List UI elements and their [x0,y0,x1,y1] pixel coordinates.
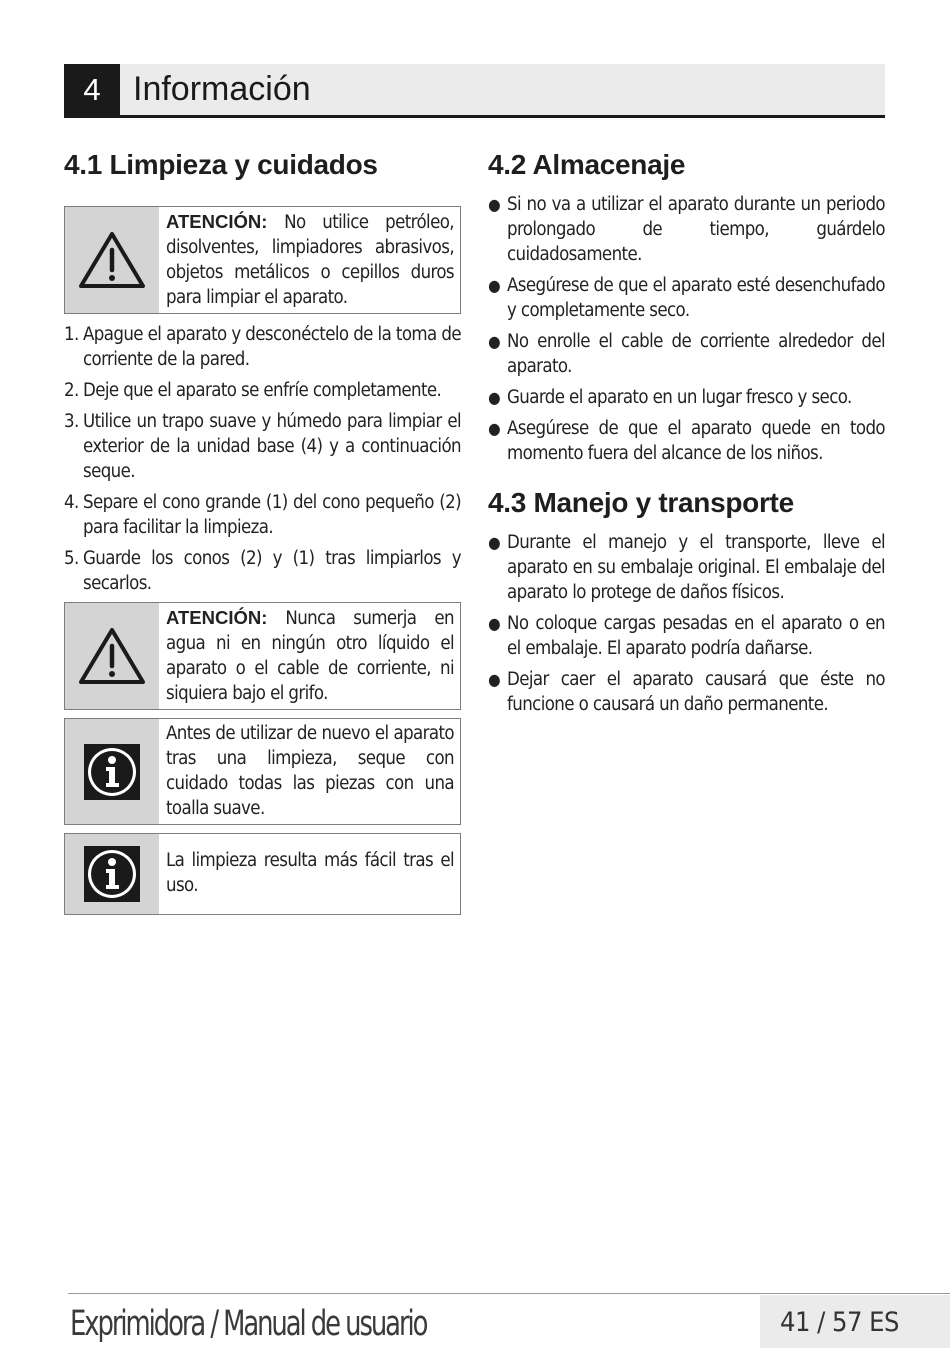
list-item [64,546,461,596]
bullet: ● [488,388,500,407]
cleaning-steps [64,322,461,596]
list-item-text: No enrolle el cable de corriente alrededor del aparato. [507,331,885,377]
step-number: 1. [64,324,79,345]
list-item-text: Durante el manejo y el transporte, lleve el aparato en su embalaje original. El embalaje del aparato lo protege de daños físicos. [507,532,885,603]
left-column [64,146,461,915]
step-text: Utilice un trapo suave y húmedo para limpiar el exterior de la unidad base (4) y a continuación seque. [83,411,461,482]
warning-message: No utilice petróleo, disolventes, limpiadores abrasivos, objetos metálicos o cepillos duros para limpiar el aparato. [166,212,454,308]
info-text-1: Antes de utilizar de nuevo el aparato tras una limpieza, seque con cuidado todas las piezas con una toalla suave. [166,723,454,819]
bullet: ● [488,614,500,633]
list-item-text: Asegúrese de que el aparato esté desenchufado y completamente seco. [507,275,885,321]
bullet: ● [488,533,500,552]
list-item [488,667,885,717]
list-item-text: Guarde el aparato en un lugar fresco y seco. [507,387,852,408]
chapter-number: 4 [64,64,120,115]
chapter-title: Información [133,70,311,108]
list-item-text: No coloque cargas pesadas en el aparato o en el embalaje. El aparato podría dañarse. [507,613,885,659]
info-icon [65,719,159,824]
info-text-2: La limpieza resulta más fácil tras el uso. [166,850,454,896]
bullet: ● [488,195,500,214]
warning-box-2 [64,602,461,710]
transport-list [488,530,885,717]
warning-message: Nunca sumerja en agua ni en ningún otro líquido el aparato o el cable de corriente, ni siquiera bajo el grifo. [166,608,454,704]
step-number: 3. [64,411,79,432]
list-item-text: Si no va a utilizar el aparato durante un periodo prolongado de tiempo, guárdelo cuidadosamente. [507,194,885,265]
warning-triangle-icon [65,207,159,313]
step-number: 2. [64,380,79,401]
info-box-1 [64,718,461,825]
list-item [488,329,885,379]
footer-title: Exprimidora / Manual de usuario [70,1304,427,1344]
step-number: 5. [64,548,79,569]
warning-text-2 [159,603,460,709]
list-item [64,490,461,540]
list-item [64,322,461,372]
bullet: ● [488,332,500,351]
list-item-text: Dejar caer el aparato causará que éste no funcione o causará un daño permanente. [507,669,885,715]
section-heading-storage: 4.2 Almacenaje [488,149,686,180]
info-icon [65,834,159,914]
step-text: Apague el aparato y desconéctelo de la toma de corriente de la pared. [83,324,461,370]
list-item [488,416,885,466]
bullet: ● [488,276,500,295]
step-text: Deje que el aparato se enfríe completamente. [83,380,442,401]
list-item-text: Asegúrese de que el aparato quede en todo momento fuera del alcance de los niños. [507,418,885,464]
list-item [488,611,885,661]
info-box-2 [64,833,461,915]
list-item [488,530,885,605]
step-number: 4. [64,492,79,513]
warning-label: ATENCIÓN: [166,607,268,628]
right-column [488,146,885,723]
chapter-header [64,64,885,118]
warning-box-1 [64,206,461,314]
list-item [64,378,461,403]
warning-triangle-icon [65,603,159,709]
step-text: Separe el cono grande (1) del cono pequeño (2) para facilitar la limpieza. [83,492,461,538]
section-heading-cleaning: 4.1 Limpieza y cuidados [64,149,378,180]
footer-divider [68,1293,950,1294]
list-item [488,385,885,410]
page-number: 41 / 57 ES [760,1295,950,1348]
step-text: Guarde los conos (2) y (1) tras limpiarlos y secarlos. [83,548,461,594]
warning-text-1 [159,207,460,313]
list-item [488,192,885,267]
section-heading-transport: 4.3 Manejo y transporte [488,487,794,518]
list-item [64,409,461,484]
storage-list [488,192,885,466]
bullet: ● [488,419,500,438]
warning-label: ATENCIÓN: [166,211,268,232]
bullet: ● [488,670,500,689]
list-item [488,273,885,323]
